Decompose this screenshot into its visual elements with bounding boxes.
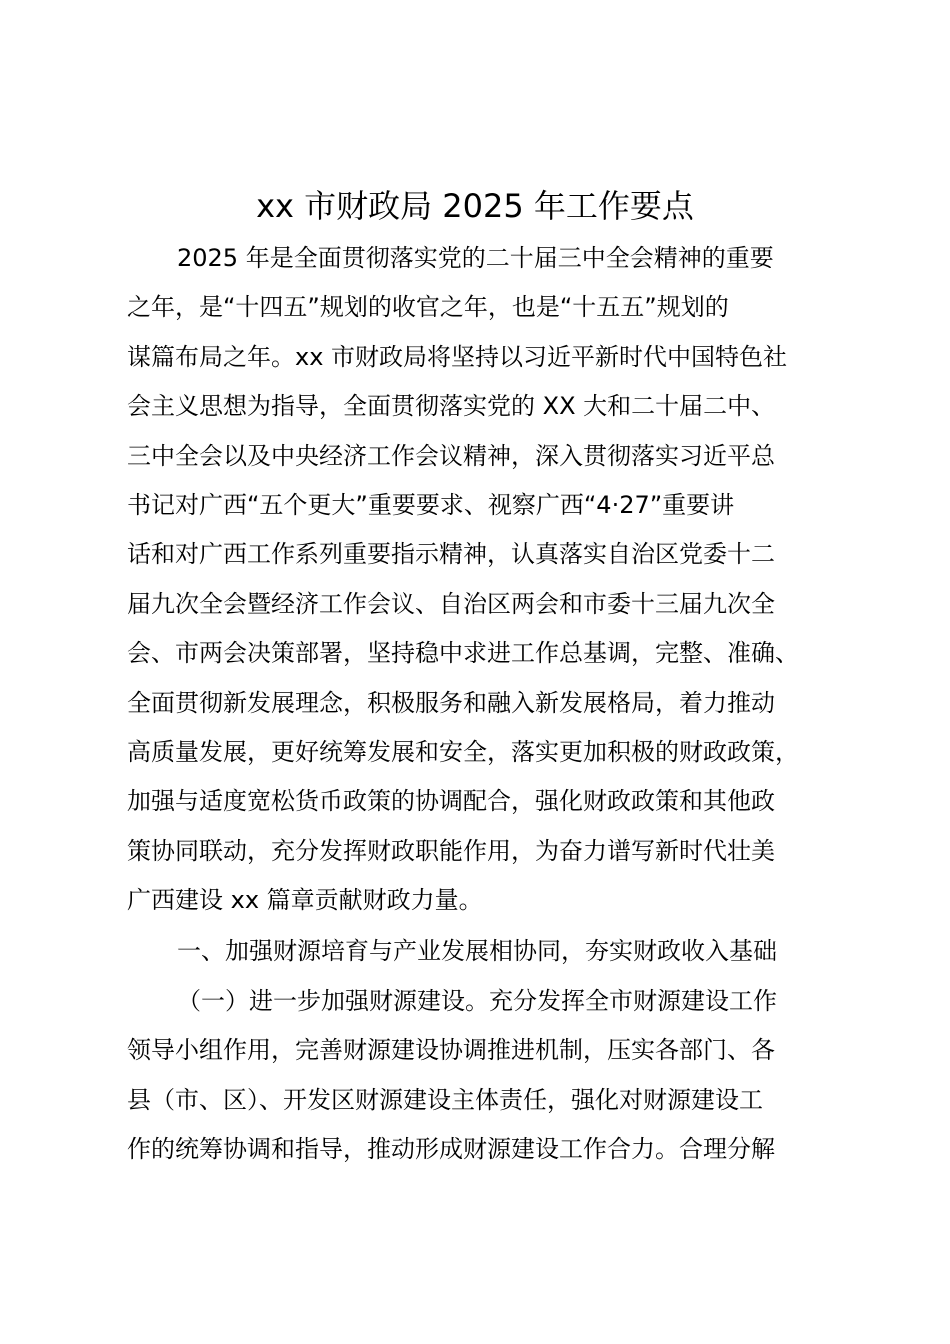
paragraph-line: 书记对广西“五个更大”重要要求、视察广西“4·27”重要讲 xyxy=(127,490,735,519)
paragraph-line: 话和对广西工作系列重要指示精神，认真落实自治区党委十二 xyxy=(127,540,775,569)
paragraph-line: 策协同联动，充分发挥财政职能作用，为奋力谱写新时代壮美 xyxy=(127,836,775,865)
document-title: xx 市财政局 2025 年工作要点 xyxy=(256,187,694,225)
paragraph-line: 谋篇布局之年。xx 市财政局将坚持以习近平新时代中国特色社 xyxy=(127,342,788,371)
paragraph-line: 届九次全会暨经济工作会议、自治区两会和市委十三届九次全 xyxy=(127,589,775,618)
section-heading: 一、加强财源培育与产业发展相协同，夯实财政收入基础 xyxy=(177,937,777,965)
paragraph-line: 县（市、区）、开发区财源建设主体责任，强化对财源建设工 xyxy=(127,1085,763,1114)
paragraph-line: 三中全会以及中央经济工作会议精神，深入贯彻落实习近平总 xyxy=(127,441,775,470)
paragraph-line: 高质量发展，更好统筹发展和安全，落实更加积极的财政政策， xyxy=(127,737,799,766)
paragraph-line: 作的统筹协调和指导，推动形成财源建设工作合力。合理分解 xyxy=(127,1135,775,1164)
paragraph-line: 2025 年是全面贯彻落实党的二十届三中全会精神的重要 xyxy=(177,244,774,272)
paragraph-line: 会主义思想为指导，全面贯彻落实党的 XX 大和二十届二中、 xyxy=(127,392,776,421)
paragraph-line: 全面贯彻新发展理念，积极服务和融入新发展格局，着力推动 xyxy=(127,688,775,717)
paragraph-line: 会、市两会决策部署，坚持稳中求进工作总基调，完整、准确、 xyxy=(127,639,799,668)
paragraph-line: 加强与适度宽松货币政策的协调配合，强化财政政策和其他政 xyxy=(127,787,775,816)
paragraph-line: （一）进一步加强财源建设。充分发挥全市财源建设工作 xyxy=(177,987,777,1015)
section-paragraph xyxy=(127,977,847,1175)
paragraph-line: 领导小组作用，完善财源建设协调推进机制，压实各部门、各 xyxy=(127,1036,775,1065)
paragraph-line: 广西建设 xx 篇章贡献财政力量。 xyxy=(127,886,483,915)
paragraph-line: 之年，是“十四五”规划的收官之年，也是“十五五”规划的 xyxy=(127,293,729,322)
intro-paragraph xyxy=(127,234,847,925)
